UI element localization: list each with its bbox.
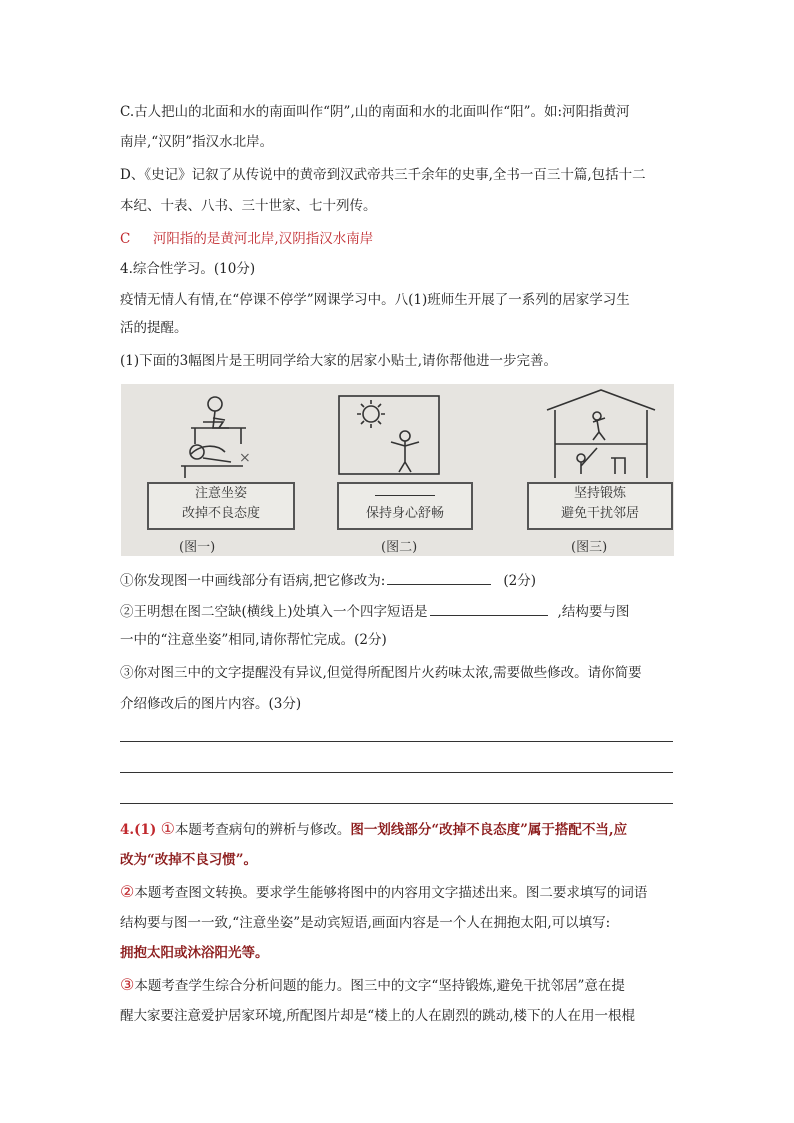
answer-2-line3: 拥抱太阳或沐浴阳光等。: [120, 945, 269, 961]
option-c-line1: C.古人把山的北面和水的南面叫作“阴”,山的南面和水的北面叫作“阳”。如:河阳指黄河: [120, 104, 630, 120]
question-a-text: ①你发现图一中画线部分有语病,把它修改为:: [120, 573, 386, 589]
question-4-title: 4.综合性学习。(10分): [120, 261, 256, 277]
answer-2-line1: [120, 882, 680, 903]
panel3-caption: (图三): [571, 540, 608, 555]
answer-1-line2: 改为“改掉不良习惯”。: [120, 852, 258, 868]
question-b-text-cont: ,结构要与图: [557, 604, 630, 620]
answer-rule-2[interactable]: [120, 772, 673, 773]
panel2-line2: 保持身心舒畅: [365, 506, 444, 521]
desk-study-illustration: [151, 386, 291, 486]
panel1-line1: 注意坐姿: [194, 486, 247, 501]
question-c-line2: 介绍修改后的图片内容。(3分): [120, 696, 302, 712]
answer-3-line2: 醒大家要注意爱护居家环境,所配图片却是“楼上的人在剧烈的跳动,楼下的人在用一根棍: [120, 1008, 635, 1024]
answer-2-line2: 结构要与图一一致,“注意坐姿”是动宾短语,画面内容是一个人在拥抱太阳,可以填写:: [120, 915, 611, 931]
answer-2-text: 本题考查图文转换。要求学生能够将图中的内容用文字描述出来。图二要求填写的词语: [134, 885, 648, 901]
option-d-line2: 本纪、十表、八书、三十世家、七十列传。: [120, 198, 377, 214]
question-b-text: ②王明想在图二空缺(横线上)处填入一个四字短语是: [120, 604, 428, 620]
panel1-textbox: [147, 482, 295, 530]
panel1-caption: (图一): [179, 540, 216, 555]
intro-line2: 活的提醒。: [120, 320, 188, 336]
answer-1-explanation: 图一划线部分“改掉不良态度”属于搭配不当,应: [350, 822, 628, 838]
option-d-line1: D、《史记》记叙了从传说中的黄帝到汉武帝共三千余年的史事,全书一百三十篇,包括十二: [120, 167, 646, 183]
panel3-line2: 避免干扰邻居: [560, 506, 639, 521]
sun-hug-illustration: [335, 392, 445, 482]
question-b-line2: 一中的“注意坐姿”相同,请你帮忙完成。(2分): [120, 632, 387, 648]
answer-rule-1[interactable]: [120, 741, 673, 742]
answer-letter: C: [120, 231, 131, 247]
panel3-textbox: [527, 482, 673, 530]
cross-mark: ×: [239, 450, 251, 466]
house-neighbors-illustration: [541, 388, 661, 480]
answer-1-number: 4.(1): [120, 822, 157, 838]
question-a-blank[interactable]: [387, 570, 491, 585]
answer-rule-3[interactable]: [120, 803, 673, 804]
question-b: [120, 601, 680, 622]
answer-1-marker: ①: [160, 819, 175, 838]
intro-line1: 疫情无情人有情,在“停课不停学”网课学习中。八(1)班师生开展了一系列的居家学习生: [120, 292, 630, 308]
answer-1-topic: 本题考查病句的辨析与修改。: [174, 822, 351, 838]
answer-3-line1: [120, 975, 680, 996]
panel2-blank-line: [375, 495, 435, 496]
answer-2-marker: ②: [120, 882, 135, 901]
panel1-line2: 改掉不良态度: [181, 506, 260, 521]
answer-1-line1: [120, 819, 680, 840]
answer-text: 河阳指的是黄河北岸,汉阴指汉水南岸: [152, 231, 374, 247]
answer-line: [120, 229, 680, 249]
option-c-line2: 南岸,“汉阴”指汉水北岸。: [120, 134, 274, 150]
tips-figure: [121, 384, 674, 556]
question-b-blank[interactable]: [430, 601, 548, 616]
panel2-textbox: [337, 482, 473, 530]
panel3-line1: 坚持锻炼: [573, 486, 626, 501]
question-c-line1: ③你对图三中的文字提醒没有异议,但觉得所配图片火药味太浓,需要做些修改。请你简要: [120, 665, 642, 681]
panel2-caption: (图二): [381, 540, 418, 555]
sub-question-1: (1)下面的3幅图片是王明同学给大家的居家小贴士,请你帮他进一步完善。: [120, 353, 558, 369]
question-a: [120, 570, 680, 591]
question-a-points: (2分): [503, 573, 536, 589]
answer-3-marker: ③: [120, 975, 135, 994]
answer-3-text: 本题考查学生综合分析问题的能力。图三中的文字“坚持锻炼,避免干扰邻居”意在提: [134, 978, 625, 994]
